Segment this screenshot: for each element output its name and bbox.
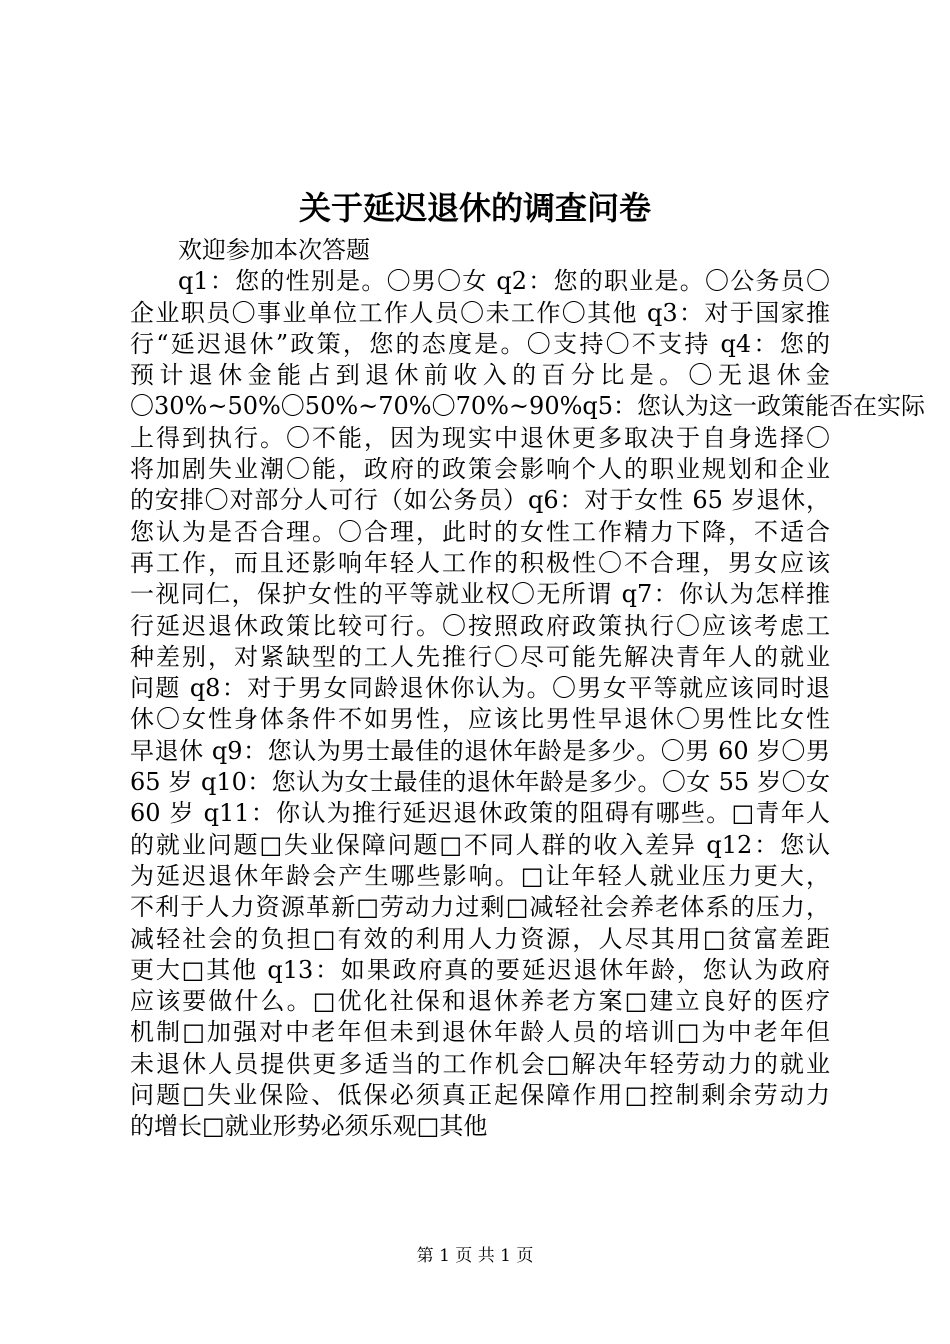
body-line: 再工作，而且还影响年轻人工作的积极性〇不合理，男女应该 (130, 548, 830, 577)
body-line: 不利于人力资源革新□劳动力过剩□减轻社会养老体系的压力， (130, 893, 830, 922)
body-line: 60 岁 q11：你认为推行延迟退休政策的阻碍有哪些。□青年人 (130, 799, 830, 828)
body-line: 您认为是否合理。〇合理，此时的女性工作精力下降，不适合 (130, 517, 830, 546)
body-line: 早退休 q9：您认为男士最佳的退休年龄是多少。〇男 60 岁〇男 (130, 736, 830, 765)
body-line: 的就业问题□失业保障问题□不同人群的收入差异 q12：您认 (130, 830, 830, 859)
page-footer: 第 1 页 共 1 页 (416, 1246, 534, 1266)
body-line: 预计退休金能占到退休前收入的百分比是。〇无退休金 (130, 361, 830, 390)
body-line: 行延迟退休政策比较可行。〇按照政府政策执行〇应该考虑工 (130, 611, 830, 640)
body-line: 未退休人员提供更多适当的工作机会□解决年轻劳动力的就业 (130, 1049, 830, 1078)
body-line: 问题□失业保险、低保必须真正起保障作用□控制剩余劳动力 (130, 1081, 830, 1110)
body-line: 减轻社会的负担□有效的利用人力资源，人尽其用□贫富差距 (130, 924, 830, 953)
body-line: 问题 q8：对于男女同龄退休你认为。〇男女平等就应该同时退 (130, 674, 830, 703)
body-line: 企业职员〇事业单位工作人员〇未工作〇其他 q3：对于国家推 (130, 298, 830, 327)
body-line: 欢迎参加本次答题 (178, 236, 370, 264)
document-title: 关于延迟退休的调查问卷 (298, 189, 651, 227)
body-line: 为延迟退休年龄会产生哪些影响。□让年轻人就业压力更大， (130, 861, 830, 890)
body-line: 机制□加强对中老年但未到退休年龄人员的培训□为中老年但 (130, 1018, 830, 1047)
body-line: q1：您的性别是。〇男〇女 q2：您的职业是。〇公务员〇 (178, 267, 830, 296)
body-line: 更大□其他 q13：如果政府真的要延迟退休年龄，您认为政府 (130, 955, 830, 984)
body-line: 行“延迟退休”政策，您的态度是。〇支持〇不支持 q4：您的 (130, 329, 830, 358)
document-body (130, 235, 926, 1143)
body-line: 65 岁 q10：您认为女士最佳的退休年龄是多少。〇女 55 岁〇女 (130, 768, 830, 797)
body-line: 〇30%~50%〇50%~70%〇70%~90%q5：您认为这一政策能否在实际 (130, 392, 926, 421)
body-line: 一视同仁，保护女性的平等就业权〇无所谓 q7：你认为怎样推 (130, 580, 830, 609)
body-line: 的安排〇对部分人可行（如公务员）q6：对于女性 65 岁退休， (130, 486, 830, 515)
body-line: 将加剧失业潮〇能，政府的政策会影响个人的职业规划和企业 (130, 455, 830, 484)
body-line: 种差别，对紧缺型的工人先推行〇尽可能先解决青年人的就业 (130, 642, 830, 671)
body-line: 应该要做什么。□优化社保和退休养老方案□建立良好的医疗 (130, 987, 830, 1016)
body-line: 休〇女性身体条件不如男性，应该比男性早退休〇男性比女性 (130, 705, 830, 734)
body-line: 上得到执行。〇不能，因为现实中退休更多取决于自身选择〇 (130, 423, 830, 452)
body-line: 的增长□就业形势必须乐观□其他 (130, 1112, 488, 1141)
